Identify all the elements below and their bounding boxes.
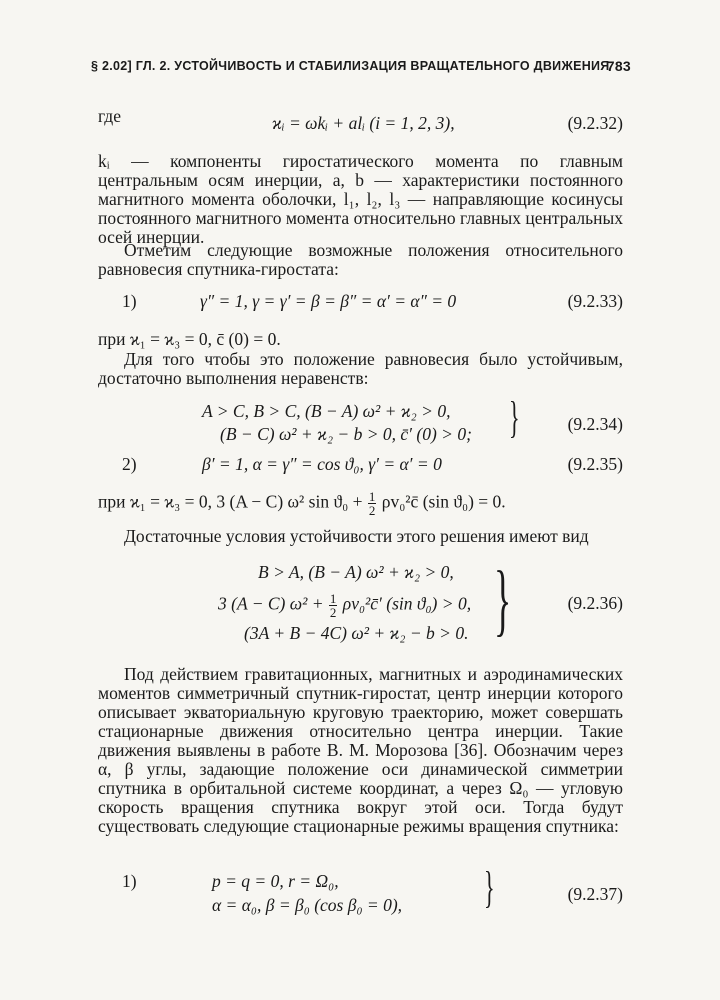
equation-9-2-35: β′ = 1, α = γ″ = cos ϑ₀, γ′ = α′ = 0 [202, 454, 442, 474]
condition-2-suffix: ρv₀²c̄ (sin ϑ₀) = 0. [381, 491, 506, 512]
right-brace: } [509, 393, 520, 442]
eq-36-line-2-suffix: ρv₀²c̄′ (sin ϑ₀) > 0, [342, 593, 472, 614]
running-title: § 2.02] ГЛ. 2. УСТОЙЧИВОСТЬ И СТАБИЛИЗАЦИЯ ВРАЩАТЕЛЬНОГО ДВИЖЕНИЯ [91, 59, 610, 73]
equation-9-2-34-line-1: A > C, B > C, (B − A) ω² + ϰ₂ > 0, [202, 401, 451, 421]
paragraph-gyrostatic-moment: kᵢ — компоненты гиростатического момента по главным центральным осям инерции, a, b — характеристики постоянного магнитного момента оболочки, l₁, l₂, l₃ — направляющие косинусы постоянного магнитного момента относительно главных центральных осей инерции. [98, 151, 623, 247]
fraction-denominator: 2 [368, 503, 376, 518]
equation-9-2-32: ϰᵢ = ωkᵢ + alᵢ (i = 1, 2, 3), [272, 113, 455, 133]
where-label: где [98, 106, 121, 126]
page-number: 783 [606, 58, 631, 74]
case-label-1: 1) [122, 871, 137, 891]
equation-9-2-36-line-2 [218, 592, 471, 619]
fraction-one-half [329, 592, 338, 619]
equation-9-2-36-line-3: (3A + B − 4C) ω² + ϰ₂ − b > 0. [244, 623, 469, 643]
fraction-numerator: 1 [368, 489, 376, 504]
paragraph-stability-sufficient: Для того чтобы это положение равновесия было устойчивым, достаточно выполнения неравенств: [98, 349, 623, 388]
right-brace: } [484, 863, 495, 912]
equation-number-9-2-34: (9.2.34) [567, 414, 623, 434]
paragraph-stationary-motions: Под действием гравитационных, магнитных и аэродинамических моментов симметричный спутник-гиростат, центр инерции которого описывает экваториальную круговую траекторию, может совершать стационарные движения относительно центра инерции. Такие движения выявлены в работе В. М. Морозова [36]. Обозначим через α, β углы, задающие положение оси динамической симметрии спутника в орбитальной системе координат, а через Ω₀ — угловую скорость вращения спутника вокруг этой оси. Тогда будут существовать следующие стационарные режимы вращения спутника: [98, 664, 623, 836]
condition-2-prefix: при ϰ₁ = ϰ₃ = 0, 3 (A − C) ω² sin ϑ₀ + [98, 491, 363, 512]
right-brace: } [494, 556, 512, 644]
case-label-1: 1) [122, 291, 137, 311]
equation-number-9-2-33: (9.2.33) [567, 291, 623, 311]
equation-9-2-36-line-1: B > A, (B − A) ω² + ϰ₂ > 0, [258, 562, 454, 582]
equation-9-2-34-line-2: (B − C) ω² + ϰ₂ − b > 0, c̄′ (0) > 0; [220, 424, 472, 444]
paragraph-sufficient-conditions: Достаточные условия устойчивости этого решения имеют вид [124, 526, 589, 546]
running-header [91, 57, 631, 76]
paragraph-equilibrium-positions: Отметим следующие возможные положения относительного равновесия спутника-гиростата: [98, 240, 623, 279]
equation-9-2-37-line-1: p = q = 0, r = Ω₀, [212, 871, 339, 891]
eq-36-line-2-prefix: 3 (A − C) ω² + [218, 593, 324, 614]
fraction-numerator: 1 [329, 591, 337, 606]
equation-number-9-2-35: (9.2.35) [567, 454, 623, 474]
fraction-one-half [368, 490, 377, 517]
condition-case-1: при ϰ₁ = ϰ₃ = 0, c̄ (0) = 0. [98, 329, 281, 349]
case-label-2: 2) [122, 454, 137, 474]
equation-number-9-2-32: (9.2.32) [567, 113, 623, 133]
equation-9-2-33: γ″ = 1, γ = γ′ = β = β″ = α′ = α″ = 0 [200, 291, 457, 311]
equation-9-2-37-line-2: α = α₀, β = β₀ (cos β₀ = 0), [212, 895, 403, 915]
equation-number-9-2-37: (9.2.37) [567, 884, 623, 904]
equation-number-9-2-36: (9.2.36) [567, 593, 623, 613]
condition-case-2 [98, 490, 506, 517]
fraction-denominator: 2 [329, 605, 337, 620]
